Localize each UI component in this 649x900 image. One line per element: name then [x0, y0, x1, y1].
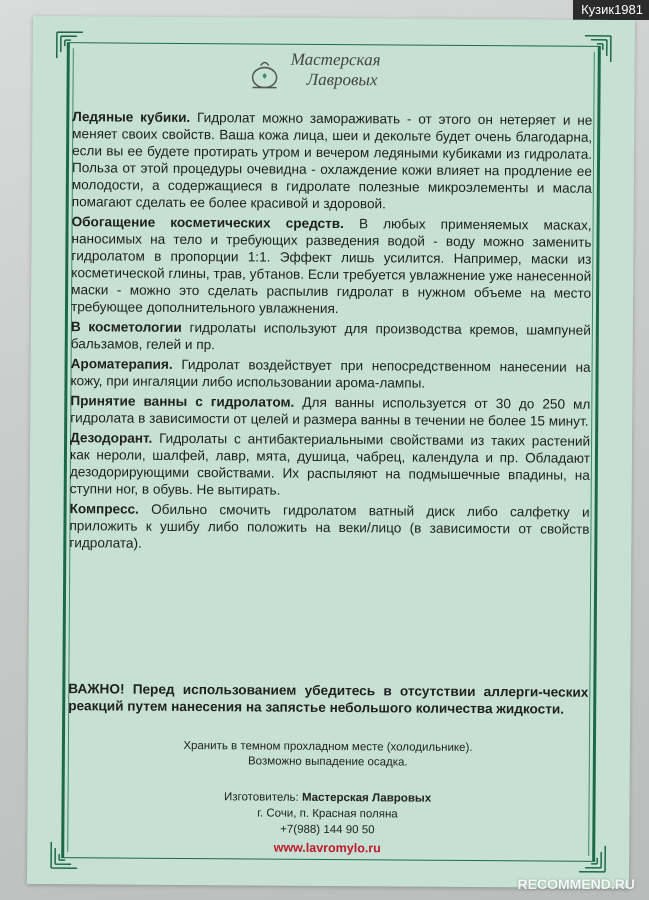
- section-cosmetology: [71, 318, 591, 356]
- section-text: Для ванны используется от 30 до 250 мл гидролата в зависимости от целей и размера ванны в течении не более 15 минут.: [70, 394, 591, 429]
- storage-note: [68, 738, 588, 772]
- section-title: Компресс.: [69, 501, 139, 517]
- teapot-logo-icon: [247, 53, 283, 93]
- section-title: Принятие ванны с гидролатом.: [70, 393, 295, 410]
- section-text: Обильно смочить гидролатом ватный диск либо салфетку и приложить к ушибу либо положить на веки/лицо (в зависимости от свойств гидролата).: [69, 501, 590, 551]
- section-cosmetics-enrichment: [71, 213, 592, 319]
- section-ice-cubes: [72, 108, 593, 214]
- manufacturer-phone: +7(988) 144 90 50: [280, 823, 375, 837]
- section-bath: [70, 392, 590, 430]
- section-aromatherapy: [70, 355, 590, 393]
- website-link[interactable]: www.lavromylo.ru: [273, 840, 381, 856]
- section-text: Гидролат можно замораживать - от этого он нетеряет и не меняет своих свойств. Ваша кожа лица, шеи и декольте будет очень благодарна, если вы ее будете протирать утром и вечером ледяными кубиками из гидролата. Польза от этой процедуры очевидна - охлаждение кожи влияет на продление ее молодости, а содержащиеся в гидролате полезные микроэлементы и масла помагают сделать ее более красивой и здоровой.: [71, 110, 593, 212]
- manufacturer-name: Мастерская Лавровых: [301, 791, 432, 805]
- logo-line-2: Лавровых: [306, 69, 378, 90]
- manufacturer-address: г. Сочи, п. Красная поляна: [257, 807, 398, 821]
- product-leaflet: [27, 16, 635, 888]
- logo-line-1: Мастерская: [290, 49, 381, 70]
- storage-line-1: Хранить в темном прохладном месте (холодильнике).: [183, 739, 473, 754]
- storage-line-2: Возможно выпадение осадка.: [247, 755, 408, 769]
- section-text: гидролаты используют для производства кремов, шампуней бальзамов, гелей и пр.: [70, 319, 591, 353]
- section-title: Дезодорант.: [70, 430, 153, 446]
- warning-note: ВАЖНО! Перед использованием убедитесь в отсутствии аллерги-ческих реакций путем нанесения на запястье небольшого количества жидкости.: [68, 681, 589, 717]
- section-text: В любых применяемых масках, наносимых на тело и требующих разведения водой - воду можно заменить гидролатом в пропорции 1:1. Эффект лишь усилится. Например, маски из косметической глины, трав, убтанов. Если требуется увлажнение уже нанесенной маски - можно это сделать распылив гидролат в нужном объеме на место требующее дополнительного увлажнения.: [70, 216, 592, 317]
- manufacturer-label: Изготовитель:: [223, 791, 303, 804]
- section-text: Гидролаты с антибактериальными свойствами из таких растений как нероли, шалфей, лавр, мята, душица, чабрец, календула и пр. Обладают дезодорирующими свойствами. Их распыляют на подмышечные впадины, на ступни ног, в обувь. Не вытирать.: [69, 430, 591, 498]
- manufacturer-info: [67, 788, 587, 858]
- corner-ornament-top-left: [55, 30, 85, 60]
- brand-logo-text: [291, 50, 381, 91]
- usage-text: [69, 108, 592, 558]
- corner-ornament-top-right: [583, 34, 613, 64]
- user-watermark: Кузик1981: [573, 0, 649, 20]
- section-deodorant: [70, 429, 590, 501]
- site-watermark: RECOMMEND.RU: [517, 876, 635, 892]
- section-title: Обогащение косметических средств.: [71, 214, 344, 232]
- section-title: В косметологии: [70, 319, 182, 335]
- section-title: Ледяные кубики.: [72, 109, 191, 126]
- section-compress: [69, 500, 589, 555]
- section-title: Ароматерапия.: [70, 356, 173, 372]
- section-text: Гидролат воздействует при непосредственном нанесении на кожу, при ингаляции либо использовании арома-лампы.: [70, 356, 591, 391]
